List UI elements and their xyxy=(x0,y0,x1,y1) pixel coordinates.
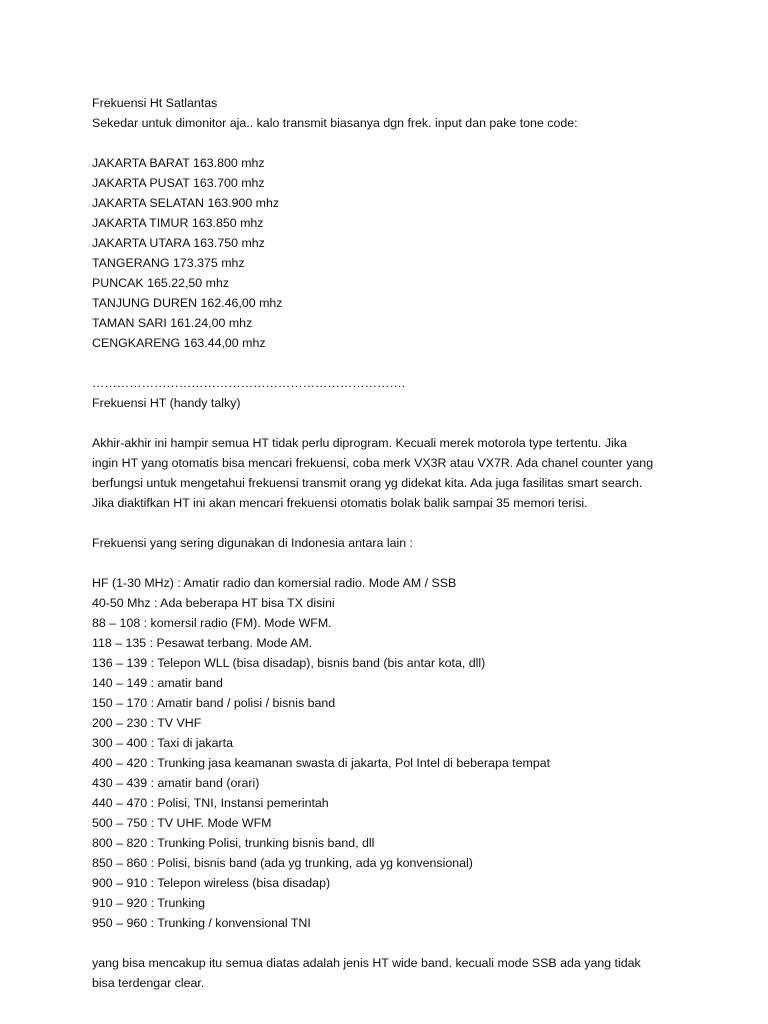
station-item: CENGKARENG 163.44,00 mhz xyxy=(92,336,266,350)
band-item: 88 – 108 : komersil radio (FM). Mode WFM. xyxy=(92,616,332,630)
band-item: 850 – 860 : Polisi, bisnis band (ada yg trunking, ada yg konvensional) xyxy=(92,856,473,870)
band-item: 300 – 400 : Taxi di jakarta xyxy=(92,736,233,750)
band-item: 150 – 170 : Amatir band / polisi / bisnis band xyxy=(92,696,336,710)
station-item: JAKARTA PUSAT 163.700 mhz xyxy=(92,176,265,190)
blank-line xyxy=(92,933,692,953)
station-item: JAKARTA TIMUR 163.850 mhz xyxy=(92,216,264,230)
station-item: TANJUNG DUREN 162.46,00 mhz xyxy=(92,296,283,310)
station-item: JAKARTA UTARA 163.750 mhz xyxy=(92,236,265,250)
paragraph-line: yang bisa mencakup itu semua diatas adalah jenis HT wide band. kecuali mode SSB ada yang tidak xyxy=(92,956,641,970)
paragraph-line: Jika diaktifkan HT ini akan mencari frekuensi otomatis bolak balik sampai 35 memori terisi. xyxy=(92,496,588,510)
blank-line xyxy=(92,553,692,573)
frequency-heading: Frekuensi yang sering digunakan di Indonesia antara lain : xyxy=(92,536,413,550)
paragraph-line: bisa terdengar clear. xyxy=(92,976,205,990)
document-page xyxy=(92,93,692,993)
document-subtitle: Sekedar untuk dimonitor aja.. kalo transmit biasanya dgn frek. input dan pake tone code: xyxy=(92,116,578,130)
band-item: HF (1-30 MHz) : Amatir radio dan komersial radio. Mode AM / SSB xyxy=(92,576,457,590)
band-item: 900 – 910 : Telepon wireless (bisa disadap) xyxy=(92,876,331,890)
band-item: 140 – 149 : amatir band xyxy=(92,676,223,690)
closing-paragraph xyxy=(92,953,692,993)
station-frequency-list xyxy=(92,153,692,353)
station-item: TAMAN SARI 161.24,00 mhz xyxy=(92,316,253,330)
blank-line xyxy=(92,133,692,153)
band-item: 40-50 Mhz : Ada beberapa HT bisa TX disini xyxy=(92,596,335,610)
blank-line xyxy=(92,413,692,433)
station-item: JAKARTA BARAT 163.800 mhz xyxy=(92,156,265,170)
dotted-separator: …………………………………………………………………. xyxy=(92,376,406,390)
blank-line xyxy=(92,513,692,533)
station-item: TANGERANG 173.375 mhz xyxy=(92,256,245,270)
blank-line xyxy=(92,353,692,373)
band-item: 950 – 960 : Trunking / konvensional TNI xyxy=(92,916,311,930)
band-item: 118 – 135 : Pesawat terbang. Mode AM. xyxy=(92,636,313,650)
band-item: 800 – 820 : Trunking Polisi, trunking bisnis band, dll xyxy=(92,836,375,850)
band-item: 440 – 470 : Polisi, TNI, Instansi pemerintah xyxy=(92,796,329,810)
station-item: JAKARTA SELATAN 163.900 mhz xyxy=(92,196,280,210)
paragraph-line: berfungsi untuk mengetahui frekuensi transmit orang yg didekat kita. Ada juga fasilitas smart search. xyxy=(92,476,643,490)
band-item: 430 – 439 : amatir band (orari) xyxy=(92,776,260,790)
paragraph-line: ingin HT yang otomatis bisa mencari frekuensi, coba merk VX3R atau VX7R. Ada chanel counter yang xyxy=(92,456,654,470)
band-item: 136 – 139 : Telepon WLL (bisa disadap), bisnis band (bis antar kota, dll) xyxy=(92,656,486,670)
paragraph-line: Akhir-akhir ini hampir semua HT tidak perlu diprogram. Kecuali merek motorola type tertentu. Jika xyxy=(92,436,627,450)
band-item: 400 – 420 : Trunking jasa keamanan swasta di jakarta, Pol Intel di beberapa tempat xyxy=(92,756,551,770)
document-title: Frekuensi Ht Satlantas xyxy=(92,96,218,110)
band-item: 200 – 230 : TV VHF xyxy=(92,716,202,730)
station-item: PUNCAK 165.22,50 mhz xyxy=(92,276,230,290)
band-item: 500 – 750 : TV UHF. Mode WFM xyxy=(92,816,272,830)
section-title: Frekuensi HT (handy talky) xyxy=(92,396,241,410)
band-item: 910 – 920 : Trunking xyxy=(92,896,205,910)
band-list xyxy=(92,573,692,933)
intro-paragraph xyxy=(92,433,692,513)
